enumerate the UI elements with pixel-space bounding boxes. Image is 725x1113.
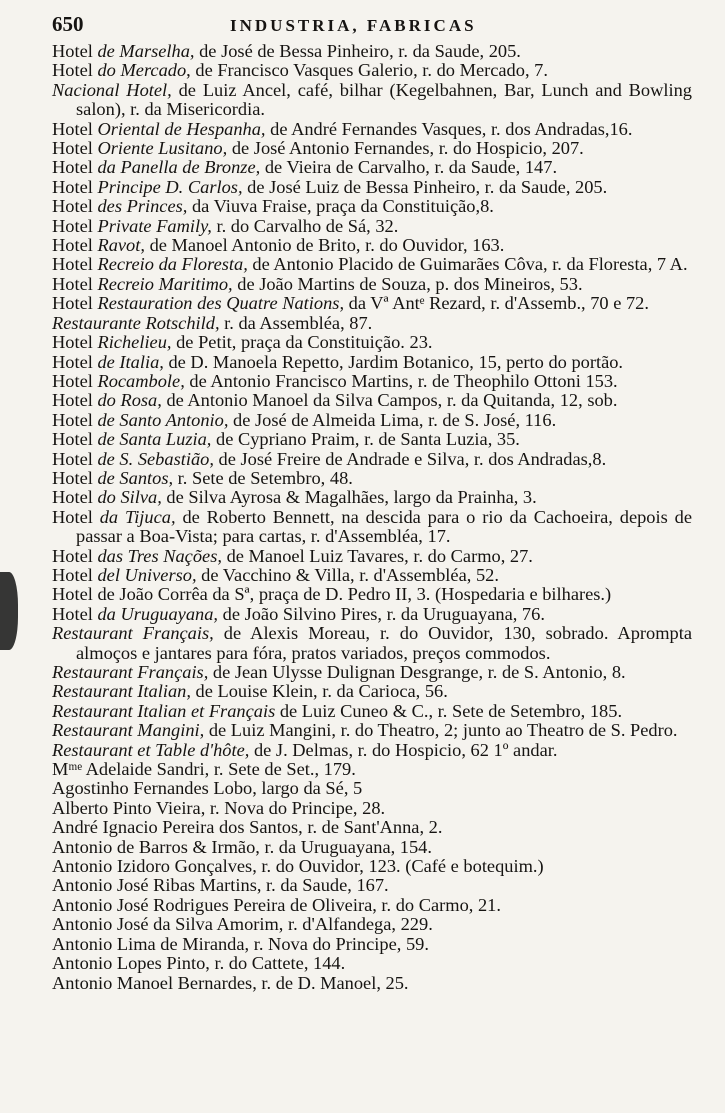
directory-entry bbox=[52, 61, 692, 80]
directory-entry bbox=[52, 799, 692, 818]
entry-prefix: Antonio José da Silva Amorim, r. d'Alfandega, 229. bbox=[52, 914, 433, 935]
directory-entry bbox=[52, 469, 692, 488]
entry-details: da Viuva Fraise, praça da Constituição,8. bbox=[187, 196, 494, 217]
establishment-name: do Silva, bbox=[97, 487, 162, 508]
directory-entry bbox=[52, 508, 692, 547]
entry-prefix: Hotel bbox=[52, 60, 98, 81]
directory-entry bbox=[52, 236, 692, 255]
directory-entry bbox=[52, 760, 692, 779]
entry-prefix: Hotel bbox=[52, 332, 98, 353]
directory-entry bbox=[52, 411, 692, 430]
entry-prefix: Agostinho Fernandes Lobo, largo da Sé, 5 bbox=[52, 778, 363, 799]
entry-details: de Alexis Moreau, r. do Ouvidor, 130, sobrado. Aprompta almoços e jantares para fóra, pratos variados, preços commodos. bbox=[76, 623, 692, 663]
establishment-name: Principe D. Carlos, bbox=[97, 176, 243, 197]
entry-prefix: Antonio Lopes Pinto, r. do Cattete, 144. bbox=[52, 953, 346, 974]
entry-details: de Louise Klein, r. da Carioca, 56. bbox=[190, 681, 448, 702]
directory-entry bbox=[52, 391, 692, 410]
entry-prefix: Antonio de Barros & Irmão, r. da Uruguayana, 154. bbox=[52, 836, 432, 857]
directory-entry bbox=[52, 624, 692, 663]
entry-details: de Antonio Placido de Guimarães Côva, r. da Floresta, 7 A. bbox=[247, 254, 688, 275]
directory-entry bbox=[52, 488, 692, 507]
directory-entry bbox=[52, 275, 692, 294]
entry-prefix: Hotel bbox=[52, 293, 98, 314]
entry-prefix: Hotel bbox=[52, 196, 98, 217]
entry-details: de João Martins de Souza, p. dos Mineiros, 53. bbox=[232, 273, 583, 294]
establishment-name: de S. Sebastião, bbox=[97, 448, 214, 469]
entry-prefix: Hotel bbox=[52, 215, 98, 236]
establishment-name: Richelieu, bbox=[97, 332, 172, 353]
entry-prefix: Hotel bbox=[52, 273, 98, 294]
entry-details: de André Fernandes Vasques, r. dos Andradas,16. bbox=[265, 118, 633, 139]
establishment-name: Restaurant Italian, bbox=[52, 681, 191, 702]
establishment-name: Restaurant Français, bbox=[52, 623, 214, 644]
entry-details: de Vieira de Carvalho, r. da Saude, 147. bbox=[260, 157, 558, 178]
entry-prefix: Hotel bbox=[52, 41, 98, 61]
establishment-name: Restaurant Français, bbox=[52, 662, 209, 682]
directory-entry bbox=[52, 314, 692, 333]
directory-entry bbox=[52, 294, 692, 313]
entry-details: de José Luiz de Bessa Pinheiro, r. da Saude, 205. bbox=[242, 176, 608, 197]
directory-entry bbox=[52, 217, 692, 236]
entry-details: r. Sete de Setembro, 48. bbox=[173, 467, 353, 488]
entry-prefix: Hotel bbox=[52, 409, 98, 430]
entry-prefix: Hotel bbox=[52, 429, 98, 450]
entry-details: de Manoel Luiz Tavares, r. do Carmo, 27. bbox=[221, 545, 533, 566]
entry-details: de José de Bessa Pinheiro, r. da Saude, 205. bbox=[194, 41, 521, 61]
establishment-name: Nacional Hotel, bbox=[52, 79, 172, 100]
entry-prefix: Antonio José Ribas Martins, r. da Saude, 167. bbox=[52, 875, 389, 896]
directory-entry bbox=[52, 605, 692, 624]
directory-entry bbox=[52, 353, 692, 372]
directory-entry bbox=[52, 857, 692, 876]
running-head: INDUSTRIA, FABRICAS bbox=[230, 16, 477, 35]
establishment-name: de Santos, bbox=[97, 467, 174, 488]
entry-prefix: Hotel bbox=[52, 467, 98, 488]
entry-prefix: André Ignacio Pereira dos Santos, r. de Sant'Anna, 2. bbox=[52, 817, 443, 838]
entry-prefix: Hotel bbox=[52, 118, 98, 139]
directory-entry bbox=[52, 158, 692, 177]
directory-entry bbox=[52, 838, 692, 857]
entry-prefix: Antonio Manoel Bernardes, r. de D. Manoel, 25. bbox=[52, 972, 409, 993]
entry-details: de Manoel Antonio de Brito, r. do Ouvidor, 163. bbox=[144, 235, 505, 256]
entry-prefix: Antonio José Rodrigues Pereira de Oliveira, r. do Carmo, 21. bbox=[52, 894, 501, 915]
entry-details: de Silva Ayrosa & Magalhães, largo da Prainha, 3. bbox=[161, 487, 537, 508]
establishment-name: Oriente Lusitano, bbox=[97, 138, 228, 159]
establishment-name: de Marselha, bbox=[97, 41, 195, 61]
establishment-name: Restaurant Italian et Français bbox=[52, 700, 276, 721]
directory-entry bbox=[52, 81, 692, 120]
establishment-name: Restaurant Mangini, bbox=[52, 720, 205, 741]
establishment-name: Recreio da Floresta, bbox=[97, 254, 248, 275]
entry-details: de João Silvino Pires, r. da Uruguayana, 76. bbox=[218, 603, 545, 624]
entry-prefix: Antonio Lima de Miranda, r. Nova do Principe, 59. bbox=[52, 933, 429, 954]
entry-details: de Jean Ulysse Dulignan Desgrange, r. de S. Antonio, 8. bbox=[208, 662, 626, 682]
directory-entry bbox=[52, 197, 692, 216]
entry-prefix: Hotel bbox=[52, 506, 100, 527]
entry-details: de Antonio Francisco Martins, r. de Theophilo Ottoni 153. bbox=[184, 370, 618, 391]
entry-details: , de Francisco Vasques Galerio, r. do Mercado, 7. bbox=[186, 60, 548, 81]
entry-prefix: Hotel bbox=[52, 584, 98, 605]
entry-details: de Luiz Mangini, r. do Theatro, 2; junto ao Theatro de S. Pedro. bbox=[204, 720, 678, 741]
establishment-name: Restaurante Rotschild, bbox=[52, 312, 220, 333]
entry-details: de Roberto Bennett, na descida para o rio da Cachoeira, depois de passar a Boa-Vista; para cartas, r. d'Assembléa, 17. bbox=[76, 506, 692, 547]
entry-details: de Luiz Cuneo & C., r. Sete de Setembro, 185. bbox=[275, 700, 623, 721]
entry-prefix: Hotel bbox=[52, 235, 98, 256]
entry-details: de Vacchino & Villa, r. d'Assembléa, 52. bbox=[196, 564, 499, 585]
establishment-name: de Italia, bbox=[97, 351, 164, 372]
directory-entry bbox=[52, 585, 692, 604]
entry-prefix: Alberto Pinto Vieira, r. Nova do Principe, 28. bbox=[52, 797, 386, 818]
entry-details: de José Antonio Fernandes, r. do Hospicio, 207. bbox=[227, 138, 584, 159]
entry-details: de José Freire de Andrade e Silva, r. dos Andradas,8. bbox=[213, 448, 607, 469]
directory-entry bbox=[52, 954, 692, 973]
directory-entry bbox=[52, 741, 692, 760]
entry-details: r. do Carvalho de Sá, 32. bbox=[211, 215, 399, 236]
establishment-name: Restauration des Quatre Nations, bbox=[97, 293, 345, 314]
entry-prefix: Hotel bbox=[52, 545, 98, 566]
directory-entry bbox=[52, 566, 692, 585]
entry-details: de Luiz Ancel, café, bilhar (Kegelbahnen, Bar, Lunch and Bowling salon), r. da Misericordia. bbox=[76, 79, 692, 120]
establishment-name: do Mercado bbox=[97, 60, 187, 81]
directory-entry bbox=[52, 974, 692, 993]
directory-entry bbox=[52, 333, 692, 352]
entry-details: da Vª Antᵉ Rezard, r. d'Assemb., 70 e 72. bbox=[344, 293, 649, 314]
establishment-name: del Universo, bbox=[97, 564, 197, 585]
entry-prefix: Hotel bbox=[52, 370, 98, 391]
entry-prefix: Hotel bbox=[52, 390, 98, 411]
establishment-name: des Princes, bbox=[97, 196, 188, 217]
directory-entry bbox=[52, 935, 692, 954]
directory-entry-list bbox=[52, 42, 692, 993]
entry-prefix: Hotel bbox=[52, 603, 98, 624]
directory-entry bbox=[52, 120, 692, 139]
establishment-name: Oriental de Hespanha, bbox=[97, 118, 266, 139]
entry-details: de J. Delmas, r. do Hospicio, 62 1º andar. bbox=[249, 739, 558, 760]
establishment-name: de Santo Antonio, bbox=[97, 409, 229, 430]
directory-entry bbox=[52, 372, 692, 391]
entry-prefix: Hotel bbox=[52, 351, 98, 372]
establishment-name: da Panella de Bronze, bbox=[97, 157, 261, 178]
establishment-name: Private Family, bbox=[97, 215, 212, 236]
entry-details: de Petit, praça da Constituição. 23. bbox=[171, 332, 433, 353]
entry-prefix: Hotel bbox=[52, 487, 98, 508]
entry-prefix: Antonio Izidoro Gonçalves, r. do Ouvidor, 123. (Café e botequim.) bbox=[52, 856, 544, 877]
directory-entry bbox=[52, 255, 692, 274]
directory-entry bbox=[52, 139, 692, 158]
directory-entry bbox=[52, 682, 692, 701]
directory-entry bbox=[52, 450, 692, 469]
entry-details: de D. Manoela Repetto, Jardim Botanico, 15, perto do portão. bbox=[163, 351, 624, 372]
entry-details: r. da Assembléa, 87. bbox=[219, 312, 373, 333]
establishment-name: das Tres Nações, bbox=[97, 545, 222, 566]
entry-prefix: Hotel bbox=[52, 138, 98, 159]
entry-details: de João Corrêa da Sª, praça de D. Pedro II, 3. (Hospedaria e bilhares.) bbox=[97, 584, 612, 605]
ink-blot-mark bbox=[0, 572, 18, 650]
directory-entry bbox=[52, 721, 692, 740]
entry-details: de Antonio Manoel da Silva Campos, r. da Quitanda, 12, sob. bbox=[161, 390, 618, 411]
directory-entry bbox=[52, 779, 692, 798]
establishment-name: da Tijuca, bbox=[99, 506, 176, 527]
entry-prefix: Hotel bbox=[52, 157, 98, 178]
page-number: 650 bbox=[52, 12, 84, 36]
establishment-name: Rocambole, bbox=[97, 370, 185, 391]
directory-entry bbox=[52, 896, 692, 915]
directory-entry bbox=[52, 547, 692, 566]
establishment-name: da Uruguayana, bbox=[97, 603, 219, 624]
establishment-name: Restaurant et Table d'hôte, bbox=[52, 739, 250, 760]
directory-entry bbox=[52, 876, 692, 895]
entry-prefix: Mᵐᵉ Adelaide Sandri, r. Sete de Set., 179. bbox=[52, 759, 356, 780]
directory-entry bbox=[52, 430, 692, 449]
directory-entry bbox=[52, 702, 692, 721]
establishment-name: Recreio Maritimo, bbox=[97, 273, 233, 294]
directory-entry bbox=[52, 915, 692, 934]
directory-entry bbox=[52, 818, 692, 837]
entry-details: de Cypriano Praim, r. de Santa Luzia, 35. bbox=[211, 429, 520, 450]
establishment-name: de Santa Luzia, bbox=[97, 429, 212, 450]
establishment-name: do Rosa, bbox=[97, 390, 162, 411]
establishment-name: Ravot, bbox=[97, 235, 145, 256]
entry-prefix: Hotel bbox=[52, 564, 98, 585]
page-header bbox=[52, 8, 692, 38]
directory-entry bbox=[52, 178, 692, 197]
entry-prefix: Hotel bbox=[52, 448, 98, 469]
entry-prefix: Hotel bbox=[52, 254, 98, 275]
directory-entry bbox=[52, 42, 692, 61]
directory-entry bbox=[52, 663, 692, 682]
entry-details: de José de Almeida Lima, r. de S. José, 116. bbox=[228, 409, 557, 430]
entry-prefix: Hotel bbox=[52, 176, 98, 197]
